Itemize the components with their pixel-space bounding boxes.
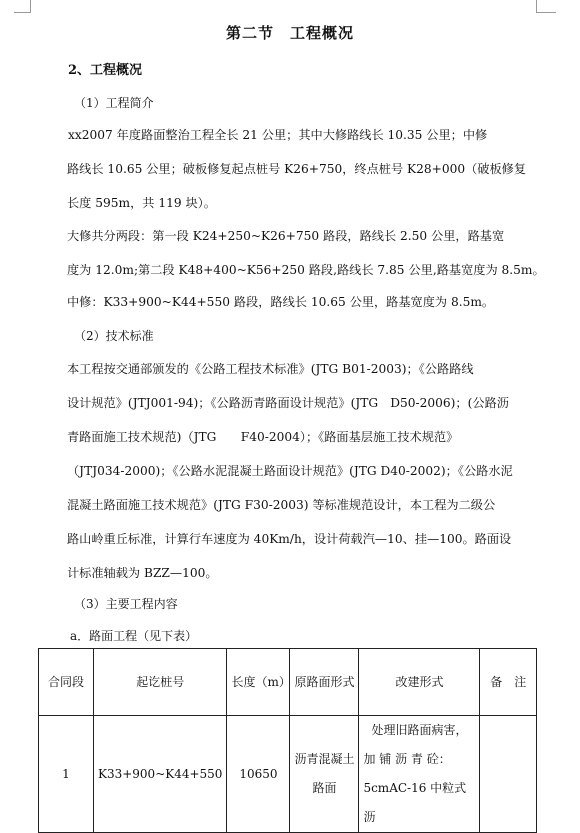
text-line: 路线长 10.65 公里；破板修复起点桩号 K26+750，终点桩号 K28+000（破板修复	[67, 162, 527, 176]
text-line: 设计规范》(JTJ001-94)；《公路沥青路面设计规范》(JTG D50-2006)；(公路沥	[67, 396, 509, 410]
text-line: 度为 12.0m;第二段 K48+400~K56+250 路段,路线长 7.85 公里,路基宽度为 8.5m。	[67, 263, 545, 277]
cell-stake: K33+900~K44+550	[94, 716, 227, 833]
paragraph-intro	[67, 118, 537, 220]
paragraph-major-repair	[67, 219, 545, 287]
text-line: 路山岭重丘标准，计算行车速度为 40Km/h，设计荷载汽—10、挂—100。路面设	[67, 532, 512, 546]
cell-remarks	[480, 716, 537, 833]
text-line: xx2007 年度路面整治工程全长 21 公里；其中大修路线长 10.35 公里；中修	[68, 128, 488, 142]
road-works-table	[38, 648, 537, 833]
rebuild-line: 5cmAC-16 中粒式沥	[363, 781, 467, 824]
header-rebuild-form: 改建形式	[359, 649, 480, 716]
subheading-main-content: （3）主要工程内容	[74, 597, 178, 611]
text-line: 计标准轴载为 BZZ—100。	[67, 566, 218, 580]
paragraph-standards	[67, 352, 537, 590]
text-line: 青路面施工技术规范)（JTG F40-2004）；《路面基层施工技术规范》	[67, 430, 459, 444]
cell-contract: 1	[39, 716, 94, 833]
text-line: 本工程按交通部颁发的《公路工程技术标准》(JTG B01-2003)；《公路路线	[67, 362, 474, 376]
crop-mark-top-left-vertical	[30, 0, 31, 12]
table-header-row	[39, 649, 537, 716]
crop-mark-top-right-vertical	[536, 0, 537, 12]
subheading-standards: （2）技术标准	[74, 329, 154, 343]
cell-rebuild-form	[359, 716, 480, 833]
header-contract: 合同段	[39, 649, 94, 716]
header-remarks: 备 注	[480, 649, 537, 716]
heading-project-overview: 2、工程概况	[68, 63, 143, 78]
rebuild-line: 加 铺 沥 青 砼：	[363, 752, 451, 766]
table-row	[39, 716, 537, 833]
cell-length: 10650	[227, 716, 290, 833]
rebuild-line: 处理旧路面病害，	[371, 723, 468, 737]
section-title: 第二节 工程概况	[225, 24, 354, 42]
text-line: 长度 595m，共 119 块）。	[67, 196, 216, 210]
table-caption: a．路面工程（见下表）	[70, 629, 198, 643]
paragraph-medium-repair	[67, 285, 537, 319]
crop-mark-top-left-horizontal	[14, 12, 31, 13]
text-line: （JTJ034-2000)；《公路水泥混凝土路面设计规范》(JTG D40-2002)；《公路水泥	[67, 464, 513, 478]
cell-original-surface: 沥青混凝土路面	[290, 716, 359, 833]
subheading-intro: （1）工程简介	[74, 96, 154, 110]
text-line: 大修共分两段：第一段 K24+250~K26+750 路段，路线长 2.50 公里，路基宽	[67, 229, 505, 243]
header-stake: 起讫桩号	[94, 649, 227, 716]
header-original-surface: 原路面形式	[290, 649, 359, 716]
header-length: 长度（m）	[227, 649, 290, 716]
text-line: 中修：K33+900~K44+550 路段，路线长 10.65 公里，路基宽度为 8.5m。	[67, 295, 495, 309]
text-line: 混凝土路面施工技术规范》(JTG F30-2003) 等标准规范设计，本工程为二级公	[67, 498, 496, 512]
crop-mark-top-right-horizontal	[536, 12, 556, 13]
